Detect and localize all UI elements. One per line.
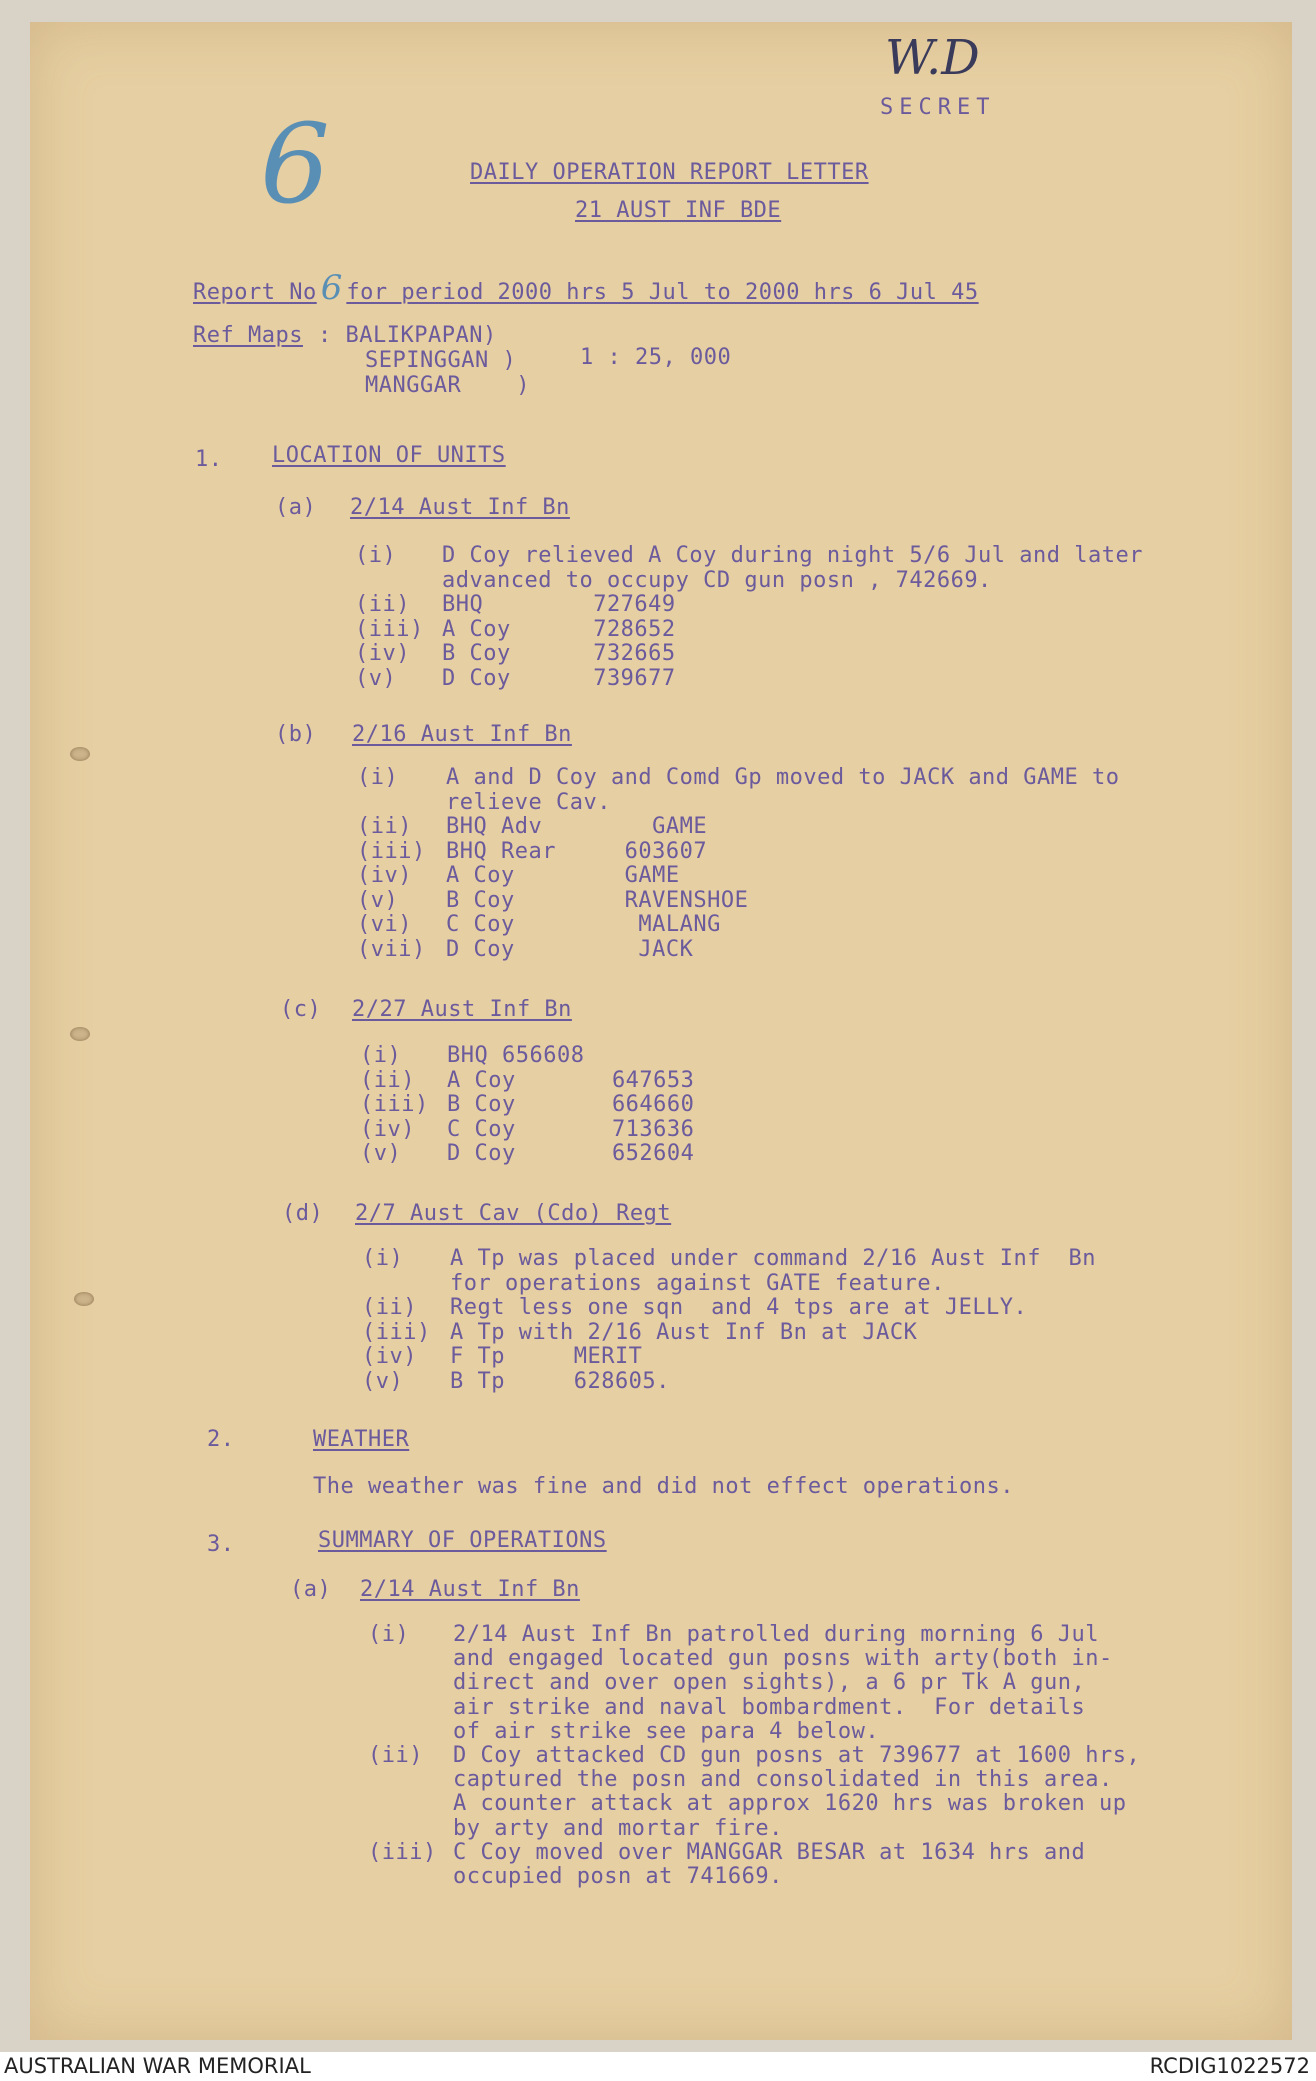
- item-number: (v): [362, 1368, 404, 1394]
- item-text: A and D Coy and Comd Gp moved to JACK and GAME to: [446, 765, 1120, 790]
- item-text: A Tp with 2/16 Aust Inf Bn at JACK: [450, 1319, 918, 1345]
- weather-text: The weather was fine and did not effect operations.: [313, 1474, 1015, 1499]
- item-text: relieve Cav.: [446, 789, 611, 815]
- item-text: B Coy RAVENSHOE: [446, 887, 749, 913]
- subsection-title: 2/7 Aust Cav (Cdo) Regt: [355, 1201, 672, 1226]
- item-text: C Coy moved over MANGGAR BESAR at 1634 hrs and: [453, 1839, 1086, 1865]
- punch-hole: [74, 1292, 94, 1306]
- item-text: A Coy GAME: [446, 863, 680, 888]
- punch-hole: [70, 747, 90, 761]
- item-text: and engaged located gun posns with arty(both in-: [453, 1646, 1113, 1672]
- item-number: (i): [360, 1043, 402, 1068]
- item-text: advanced to occupy CD gun posn , 742669.: [442, 567, 992, 593]
- item-number: (i): [357, 765, 399, 790]
- item-text: of air strike see para 4 below.: [453, 1718, 880, 1744]
- item-text: by arty and mortar fire.: [453, 1815, 783, 1841]
- item-number: (iii): [357, 838, 426, 864]
- subsection-letter: (c): [280, 997, 322, 1022]
- section-title: LOCATION OF UNITS: [272, 443, 506, 468]
- item-text: C Coy MALANG: [446, 912, 721, 937]
- punch-hole: [70, 1027, 90, 1041]
- item-number: (v): [357, 887, 399, 913]
- report-line: [193, 268, 979, 308]
- subsection-letter: (b): [275, 722, 317, 747]
- item-text: BHQ 727649: [442, 592, 676, 617]
- item-text: A Coy 728652: [442, 616, 676, 642]
- ref-map-line: MANGGAR ): [365, 373, 530, 398]
- subsection-letter: (a): [290, 1577, 332, 1602]
- handwritten-page-number: 6: [260, 100, 330, 228]
- item-number: (i): [362, 1246, 404, 1271]
- item-number: (ii): [360, 1067, 415, 1093]
- item-text: Regt less one sqn and 4 tps are at JELLY.: [450, 1295, 1028, 1320]
- item-text: BHQ 656608: [447, 1043, 585, 1068]
- footer-archive-name: AUSTRALIAN WAR MEMORIAL: [4, 2054, 311, 2078]
- item-text: 2/14 Aust Inf Bn patrolled during morning 6 Jul: [453, 1622, 1100, 1647]
- map-scale: 1 : 25, 000: [580, 345, 732, 370]
- document-title: DAILY OPERATION REPORT LETTER: [470, 160, 869, 185]
- ref-map-line: : BALIKPAPAN): [318, 323, 497, 348]
- item-text: D Coy JACK: [446, 936, 694, 962]
- subsection-title: 2/14 Aust Inf Bn: [360, 1577, 580, 1602]
- item-number: (iii): [360, 1092, 429, 1117]
- item-text: A counter attack at approx 1620 hrs was broken up: [453, 1791, 1127, 1817]
- item-text: occupied posn at 741669.: [453, 1864, 783, 1889]
- subsection-letter: (a): [275, 495, 317, 520]
- item-text: BHQ Rear 603607: [446, 838, 708, 864]
- item-text: A Tp was placed under command 2/16 Aust Inf Bn: [450, 1246, 1097, 1271]
- item-number: (ii): [368, 1743, 423, 1768]
- section-number: 1.: [195, 447, 223, 472]
- footer-record-id: RCDIG1022572: [1149, 2054, 1310, 2078]
- subsection-title: 2/27 Aust Inf Bn: [352, 997, 572, 1022]
- item-text: BHQ Adv GAME: [446, 814, 708, 839]
- item-text: B Coy 732665: [442, 641, 676, 666]
- item-text: C Coy 713636: [447, 1116, 695, 1142]
- item-number: (i): [368, 1622, 410, 1647]
- report-prefix: Report No: [193, 280, 317, 305]
- section-number: 3.: [207, 1532, 235, 1557]
- item-number: (iii): [355, 616, 424, 642]
- item-text: B Coy 664660: [447, 1092, 695, 1117]
- section-number: 2.: [207, 1427, 235, 1452]
- item-text: for operations against GATE feature.: [450, 1270, 945, 1296]
- handwritten-report-number: 6: [320, 268, 343, 308]
- item-number: (iii): [362, 1319, 431, 1345]
- item-text: B Tp 628605.: [450, 1368, 670, 1394]
- item-number: (iv): [360, 1116, 415, 1142]
- item-text: A Coy 647653: [447, 1067, 695, 1093]
- item-number: (v): [360, 1141, 402, 1166]
- item-number: (ii): [357, 814, 412, 839]
- item-text: D Coy 652604: [447, 1141, 695, 1166]
- item-number: (iv): [362, 1344, 417, 1369]
- subsection-title: 2/16 Aust Inf Bn: [352, 722, 572, 747]
- ref-maps-label: Ref Maps: [193, 323, 303, 348]
- item-number: (vii): [357, 936, 426, 962]
- item-text: F Tp MERIT: [450, 1344, 643, 1369]
- item-number: (ii): [355, 592, 410, 617]
- item-number: (iv): [355, 641, 410, 666]
- item-text: captured the posn and consolidated in this area.: [453, 1767, 1113, 1793]
- item-text: direct and over open sights), a 6 pr Tk A gun,: [453, 1670, 1086, 1696]
- item-number: (iv): [357, 863, 412, 888]
- section-title: WEATHER: [313, 1427, 410, 1452]
- item-number: (vi): [357, 912, 412, 937]
- section-title: SUMMARY OF OPERATIONS: [318, 1528, 607, 1553]
- report-period: for period 2000 hrs 5 Jul to 2000 hrs 6 Jul 45: [346, 280, 979, 305]
- secret-stamp: SECRET: [880, 95, 996, 120]
- item-text: D Coy relieved A Coy during night 5/6 Jul and later: [442, 543, 1144, 568]
- item-number: (iii): [368, 1839, 437, 1865]
- handwritten-wd: W.D: [885, 30, 980, 86]
- subsection-title: 2/14 Aust Inf Bn: [350, 495, 570, 520]
- item-number: (v): [355, 665, 397, 691]
- item-text: D Coy attacked CD gun posns at 739677 at 1600 hrs,: [453, 1743, 1141, 1768]
- ref-map-line: SEPINGGAN ): [365, 348, 517, 373]
- item-text: air strike and naval bombardment. For details: [453, 1694, 1086, 1720]
- item-number: (ii): [362, 1295, 417, 1320]
- subsection-letter: (d): [282, 1201, 324, 1226]
- unit-title: 21 AUST INF BDE: [575, 198, 782, 223]
- item-text: D Coy 739677: [442, 665, 676, 691]
- item-number: (i): [355, 543, 397, 568]
